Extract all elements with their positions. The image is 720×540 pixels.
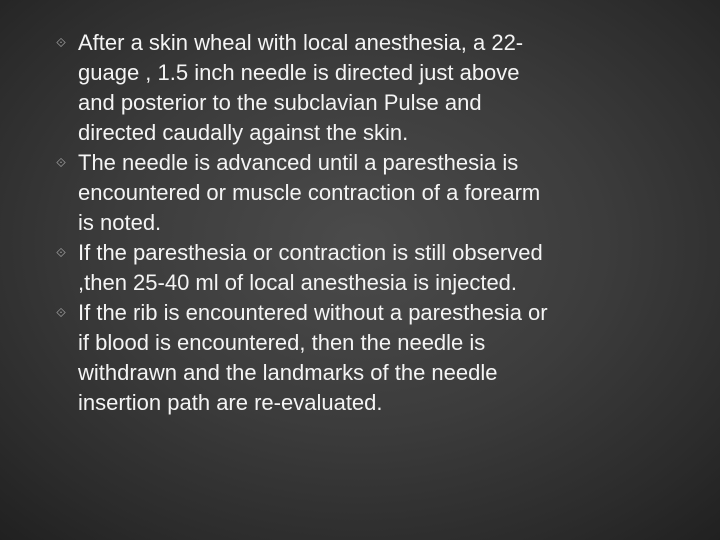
- bullet-text: The needle is advanced until a paresthesia is encountered or muscle contraction of a forearm is noted.: [78, 150, 541, 235]
- diamond-bullet-icon: ⟐: [55, 35, 67, 50]
- diamond-bullet-icon: ⟐: [55, 305, 67, 320]
- bullet-text: After a skin wheal with local anesthesia, a 22- guage , 1.5 inch needle is directed just above and posterior to the subclavian Pulse and directed caudally against the skin.: [78, 30, 524, 145]
- bullet-item: [0, 28, 720, 148]
- bullet-item: [0, 148, 720, 238]
- bullet-item: [0, 298, 720, 418]
- bullet-text: If the paresthesia or contraction is still observed ,then 25-40 ml of local anesthesia is injected.: [78, 240, 543, 295]
- diamond-bullet-icon: ⟐: [55, 245, 67, 260]
- diamond-bullet-icon: ⟐: [55, 155, 67, 170]
- bullet-item: [0, 238, 720, 298]
- bullet-text: If the rib is encountered without a paresthesia or if blood is encountered, then the needle is withdrawn and the landmarks of the needle insertion path are re-evaluated.: [78, 300, 548, 415]
- bullet-list: [0, 28, 720, 418]
